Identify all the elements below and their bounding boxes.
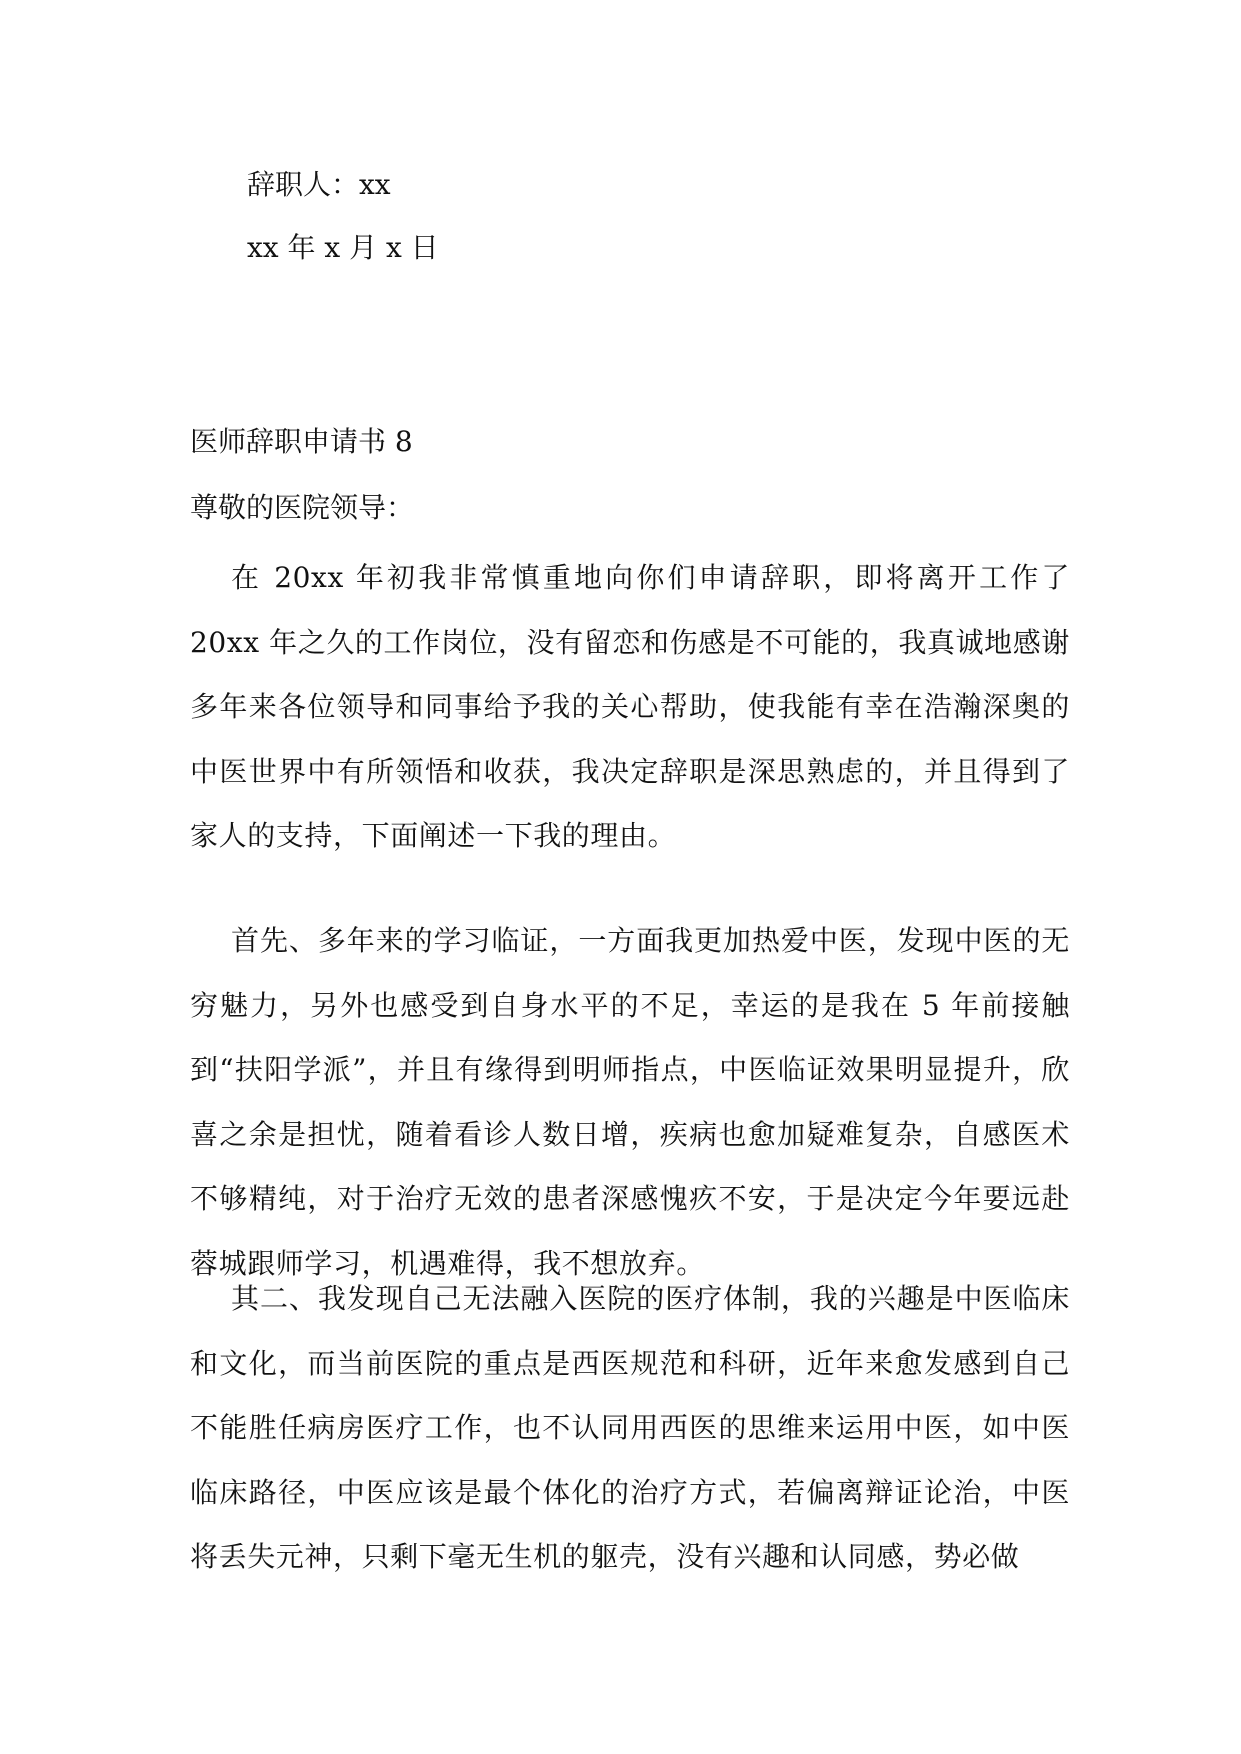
letter-paragraph-2: 首先、多年来的学习临证，一方面我更加热爱中医，发现中医的无穷魅力，另外也感受到自身水平的不足，幸运的是我在 5 年前接触到“扶阳学派”，并且有缘得到明师指点，中医临证效果明显提升，欣喜之余是担忧，随着看诊人数日增，疾病也愈加疑难复杂，自感医术不够精纯，对于治疗无效的患者深感愧疚不安，于是决定今年要远赴蓉城跟师学习，机遇难得，我不想放弃。 <box>190 924 1070 1280</box>
letter-paragraph-3: 其二、我发现自己无法融入医院的医疗体制，我的兴趣是中医临床和文化，而当前医院的重点是西医规范和科研，近年来愈发感到自己不能胜任病房医疗工作，也不认同用西医的思维来运用中医，如中医临床路径，中医应该是最个体化的治疗方式，若偏离辩证论治，中医将丢失元神，只剩下毫无生机的躯壳，没有兴趣和认同感，势必做 <box>190 1282 1070 1573</box>
signature-name: 辞职人：xx <box>247 168 391 201</box>
letter-title: 医师辞职申请书 8 <box>190 425 413 458</box>
letter-paragraph-1: 在 20xx 年初我非常慎重地向你们申请辞职，即将离开工作了 20xx 年之久的工作岗位，没有留恋和伤感是不可能的，我真诚地感谢多年来各位领导和同事给予我的关心帮助，使我能有幸在浩瀚深奥的中医世界中有所领悟和收获，我决定辞职是深思熟虑的，并且得到了家人的支持，下面阐述一下我的理由。 <box>190 561 1070 852</box>
signature-date: xx 年 x 月 x 日 <box>247 231 439 264</box>
letter-salutation: 尊敬的医院领导： <box>190 491 415 524</box>
